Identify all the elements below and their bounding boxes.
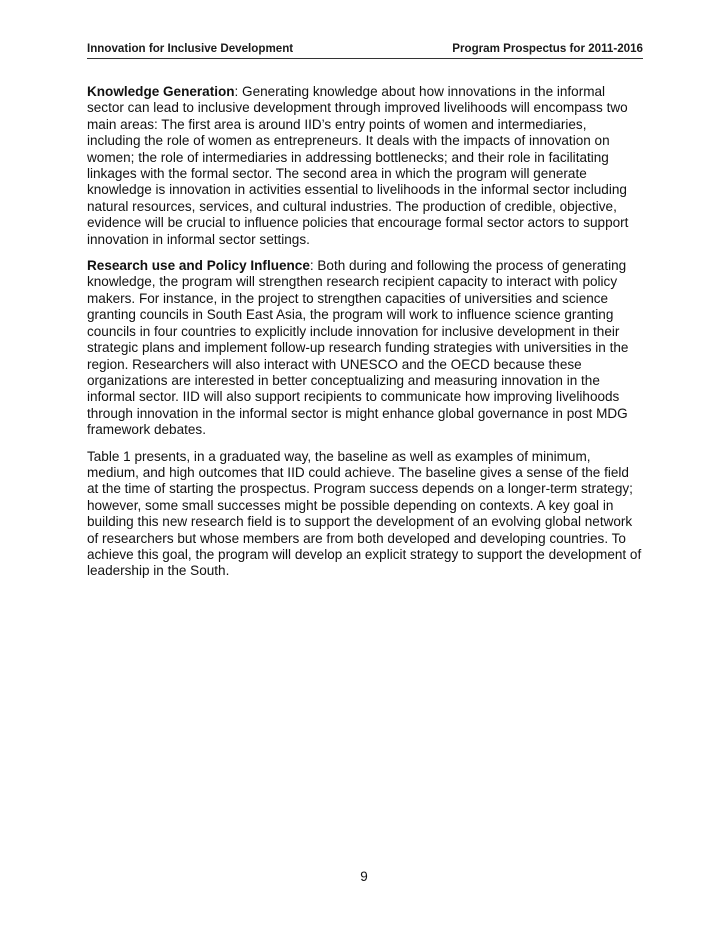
running-header <box>87 40 643 60</box>
paragraph-table-1 <box>87 449 643 580</box>
document-body <box>87 84 643 590</box>
paragraph-lead: Knowledge Generation <box>87 84 235 99</box>
paragraph-text: : Generating knowledge about how innovations in the informal sector can lead to inclusive development through improved livelihoods will encompass two main areas: The first area is around IID’s entry points of women and intermediaries, including the role of women as entrepreneurs. It deals with the impacts of innovation on women; the role of intermediaries in addressing bottlenecks; and their role in facilitating linkages with the formal sector. The second area in which the program will generate knowledge is innovation in activities essential to livelihoods in the informal sector including natural resources, services, and cultural industries. The production of credible, objective, evidence will be crucial to influence policies that encourage formal sector actors to support innovation in informal sector settings. <box>87 84 629 247</box>
paragraph-research-use <box>87 258 643 438</box>
header-prospectus-period: Program Prospectus for 2011-2016 <box>452 42 643 55</box>
paragraph-text: : Both during and following the process of generating knowledge, the program will strengthen research recipient capacity to interact with policy makers. For instance, in the project to strengthen capacities of universities and science granting councils in South East Asia, the program will work to influence science granting councils in four countries to explicitly include innovation for inclusive development in their strategic plans and implement follow-up research funding strategies with universities in the region. Researchers will also interact with UNESCO and the OECD because these organizations are interested in better conceptualizing and measuring innovation in the informal sector. IID will also support recipients to communicate how improving livelihoods through innovation in the informal sector is might enhance global governance in post MDG framework debates. <box>87 258 629 438</box>
header-rule <box>87 58 643 59</box>
paragraph-lead: Research use and Policy Influence <box>87 258 310 274</box>
header-title: Innovation for Inclusive Development <box>87 42 294 55</box>
paragraph-knowledge-generation <box>87 84 643 248</box>
page-number: 9 <box>360 869 368 884</box>
paragraph-text: Table 1 presents, in a graduated way, the baseline as well as examples of minimum, medium, and high outcomes that IID could achieve. The baseline gives a sense of the field at the time of starting the prospectus. Program success depends on a longer-term strategy; however, some small successes might be possible depending on contexts. A key goal in building this new research field is to support the development of an evolving global network of researchers but whose members are from both developed and developing countries. To achieve this goal, the program will develop an explicit strategy to support the development of leadership in the South. <box>87 448 642 579</box>
